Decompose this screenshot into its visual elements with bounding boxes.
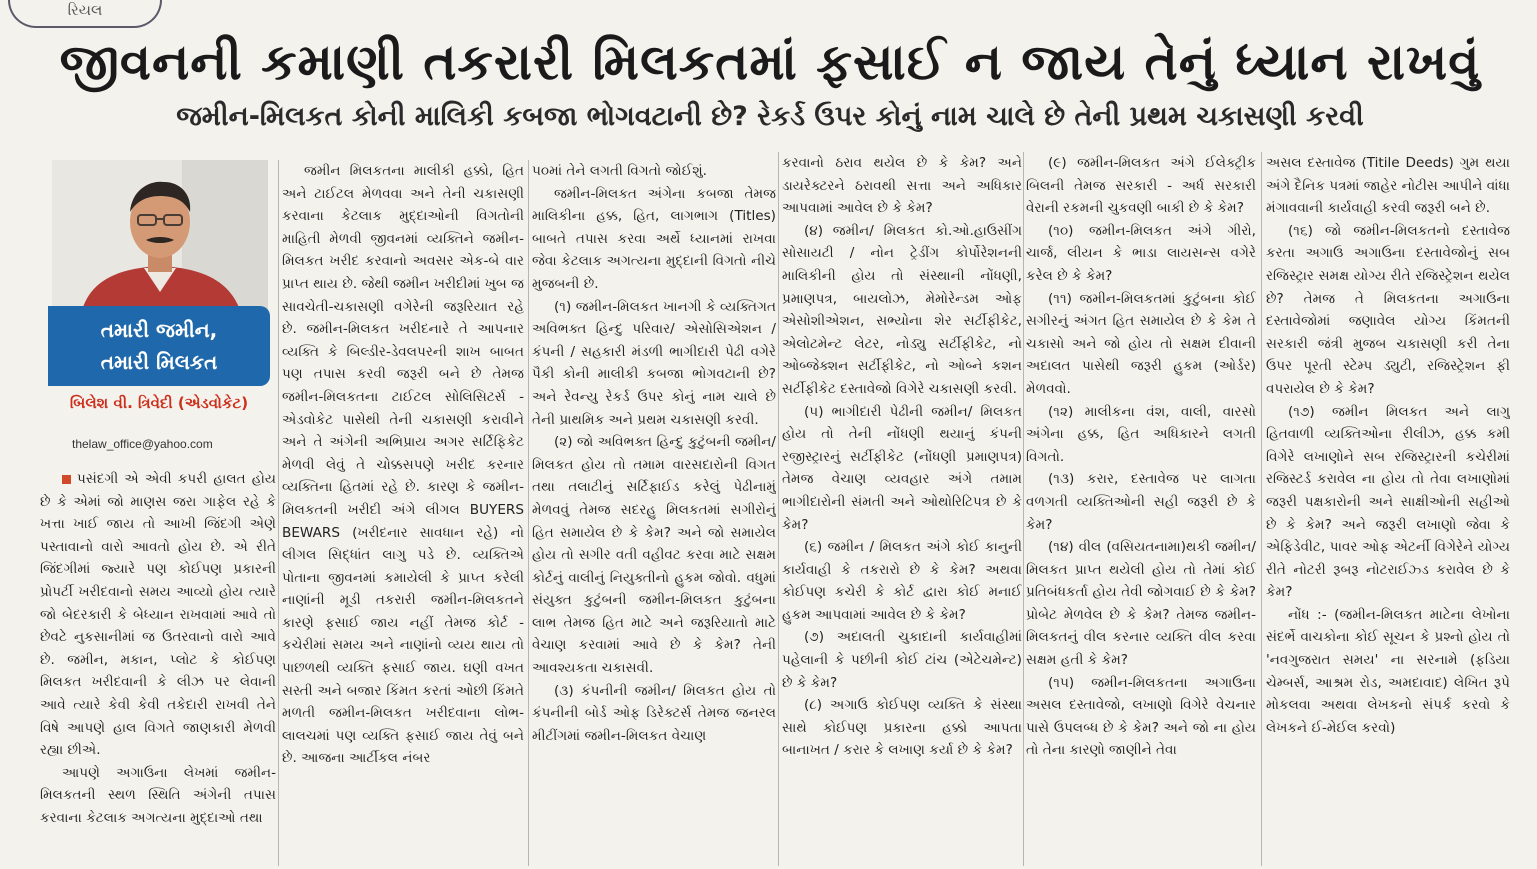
edition-tag: રિયલ <box>8 0 162 28</box>
column-rule <box>278 160 279 866</box>
paragraph-marker <box>62 475 71 484</box>
paragraph: (૧૭) જમીન મિલકત અને લાગુ હિતવાળી વ્યક્તિઓના રીલીઝ, હક્ક કમી વિગેરે લખાણોને સબ રજિસ્ટ્રારની કચેરીમાં રજિસ્ટર્ડ કરાવેલ ના હોય તો તેવા લખાણોમાં જરૂરી પક્ષકારોની અને સાક્ષીઓની સહીઓ છે કે કેમ? અને જરૂરી લખાણો જેવા કે એફિડેવીટ, પાવર ઓફ એટર્ની વિગેરેને યોગ્ય રીતે નોટરી રૂબરૂ નોટરાઈઝ્ડ કરાવેલ છે કે કેમ? <box>1266 403 1510 601</box>
author-byline: બિલેશ વી. ત્રિવેદી (એડવોકેટ) <box>69 394 249 412</box>
paragraph: (૧૦) જમીન-મિલકત અંગે ગીરો, ચાર્જ, લીયન કે ભાડા લાયસન્સ વગેરે કરેલ છે કે કેમ? <box>1026 222 1256 284</box>
paragraph: અસલ દસ્તાવેજ (Titile Deeds) ગુમ થયા અંગે દૈનિક પત્રમાં જાહેર નોટીસ આપીને વાંધા મંગાવવાની કાર્યવાહી કરવી જરૂરી બને છે. <box>1266 155 1510 217</box>
paragraph: ૫૦માં તેને લગતી વિગતો જોઈશું. <box>532 163 707 179</box>
headline: જીવનની કમાણી તકરારી મિલકતમાં ફસાઈ ન જાય તેનું ધ્યાન રાખવું <box>59 33 1481 91</box>
author-photo <box>52 160 268 310</box>
article-column-5 <box>1026 152 1256 866</box>
paragraph-text: પસંદગી એ એવી કપરી હાલત હોય છે કે એમાં જો માણસ જરા ગાફેલ રહે કે ખત્તા ખાઈ જાય તો આખી જિંદગી એણે પસ્તાવાનો વારો આવતો હોય છે. એ રીતે જિંદગીમાં જ્યારે પણ કોઈપણ પ્રકારની પ્રોપર્ટી ખરીદવાનો સમય આવ્યો હોય ત્યારે જો બેદરકારી કે બેધ્યાન રાખવામાં આવે તો છેવટે નુકસાનીમાં જ ઉતરવાનો વારો આવે છે. જમીન, મકાન, પ્લોટ કે કોઈપણ મિલકત ખરીદવાની કે લીઝ પર લેવાની આવે ત્યારે કેવી કેવી તકેદારી રાખવી તેને વિષે આપણે હાલ વિગતે જાણકારી મેળવી રહ્યા છીએ. <box>40 471 276 759</box>
paragraph: જમીન-મિલકત અંગેના કબજા તેમજ માલિકીના હક્ક, હિત, લાગભાગ (Titles) બાબતે તપાસ કરવા અર્થે ધ્યાનમાં રાખવા જેવા કેટલાક અગત્યના મુદ્દાની વિગતો નીચે મુજબની છે. <box>532 185 776 292</box>
paragraph: (૧૬) જો જમીન-મિલકતનો દસ્તાવેજ કરતા અગાઉ અગાઉના દસ્તાવેજોનું સબ રજિસ્ટ્રાર સમક્ષ યોગ્ય રીતે રજિસ્ટ્રેશન થયેલ છે? તેમજ તે મિલકતના અગાઉના દસ્તાવેજોમાં જણાવેલ યોગ્ય કિંમતની સરકારી જંત્રી મુજબ ચકાસણી કરી તેના ઉપર પૂરતી સ્ટેમ્પ ડ્યુટી, રજિસ્ટ્રેશન ફી વપરાયેલ છે કે કેમ? <box>1266 222 1510 397</box>
column-banner-line2: તમારી મિલકત <box>100 350 218 374</box>
paragraph: (૮) અગાઉ કોઈપણ વ્યક્તિ કે સંસ્થા સાથે કોઈપણ પ્રકારના હક્કો આપતા બાનાખત / કરાર કે લખાણ કર્યા છે કે કેમ? <box>782 697 1022 759</box>
column-rule <box>528 160 529 866</box>
subheadline: જમીન-મિલકત કોની માલિકી કબજા ભોગવટાની છે? રેકર્ડ ઉપર કોનું નામ ચાલે છે તેની પ્રથમ ચકાસણી કરવી <box>176 101 1364 132</box>
paragraph: (૧૪) વીલ (વસિયતનામા)થકી જમીન/ મિલકત પ્રાપ્ત થયેલી હોય તો તેમાં કોઈ પ્રતિબંધકર્તા હોય તેવી જોગવાઈ છે કે કેમ? પ્રોબેટ મેળવેલ છે કે કેમ? તેમજ જમીન-મિલકતનું વીલ કરનાર વ્યક્તિ વીલ કરવા સક્ષમ હતી કે કેમ? <box>1026 539 1256 669</box>
paragraph <box>40 468 276 762</box>
column-rule <box>1261 152 1262 866</box>
paragraph: (૧) જમીન-મિલકત ખાનગી કે વ્યક્તિગત અવિભક્ત હિન્દુ પરિવાર/ એસોસિએશન / કંપની / સહકારી મંડળી ભાગીદારી પેઢી વગેરે પૈકી કોની માલીકી કબજા ભોગવટાની છે? અને રેવન્યુ રેકર્ડ ઉપર કોનું નામ ચાલે છે તેની પ્રાથમિક અને પ્રથમ ચકાસણી કરવી. <box>532 298 776 428</box>
article-column-1 <box>40 468 276 866</box>
paragraph: (૯) જમીન-મિલકત અંગે ઈલેક્ટ્રીક બિલની તેમજ સરકારી - અર્ધ સરકારી વેરાની રકમની ચુકવણી બાકી છે કે કેમ? <box>1026 155 1256 217</box>
paragraph: જમીન મિલકતના માલીકી હક્કો, હિત અને ટાઈટલ મેળવવા અને તેની ચકાસણી કરવાના કેટલાક મુદ્દાઓની વિગતોની માહિતી મેળવી જીવનમાં વ્યક્તિને જમીન-મિલકત ખરીદ કરવાનો અવસર એક-બે વાર પ્રાપ્ત થાય છે. જેથી જમીન ખરીદીમાં ખુબ જ સાવચેતી-ચકાસણી વગેરેની જરૂરિયાત રહે છે. જમીન-મિલકત ખરીદનારે તે આપનાર વ્યક્તિ કે બિલ્ડીર-ડેવલપરની શાખ બાબત પણ તપાસ કરવી જરૂરી બને છે તેમજ જમીન-મિલકતના ટાઈટલ સોલિસિટર્સ - એડવોકેટ પાસેથી તેની ચકાસણી કરાવીને અને તે અંગેની અભિપ્રાય અગર સર્ટિફિકેટ મેળવી લેવું તે ચોક્કસપણે ખરીદ કરનાર વ્યક્તિના હિતમાં રહે છે. કારણ કે જમીન-મિલકતની ખરીદી અંગે લીગલ BUYERS BEWARS (ખરીદનાર સાવધાન રહે) નો લીગલ સિદ્ધાંત લાગુ પડે છે. વ્યક્તિએ પોતાના જીવનમાં કમાયેલી કે પ્રાપ્ત કરેલી નાણાંની મૂડી તકરારી જમીન-મિલકતને કારણે ફસાઈ જાય નહીં તેમજ કોર્ટ - કચેરીમાં સમય અને નાણાંનો વ્યય થાય તો પાછળથી વ્યક્તિ ફસાઈ જાય. ઘણી વખત સસ્તી અને બજાર કિંમત કરતાં ઓછી કિંમતે મળતી જમીન-મિલકત ખરીદવાના લોભ-લાલચમાં પણ વ્યક્તિ ફસાઈ જાય તેવું બને છે. આજના આર્ટીકલ નંબર <box>282 163 524 767</box>
column-rule <box>778 152 779 866</box>
paragraph: કરવાનો ઠરાવ થયેલ છે કે કેમ? અને ડાયરેક્ટરને ઠરાવથી સત્તા અને અધિકાર આપવામાં આવેલ છે કે કેમ? <box>782 155 1022 217</box>
paragraph: (૧૨) માલીકના વંશ, વાલી, વારસો અંગેના હક્ક, હિત અધિકારને લગતી વિગતો. <box>1026 403 1256 465</box>
article-column-6 <box>1266 152 1510 842</box>
paragraph: (૩) કંપનીની જમીન/ મિલકત હોય તો કંપનીની બોર્ડ ઓફ ડિરેક્ટર્સ તેમજ જનરલ મીટીંગમાં જમીન-મિલકત વેચાણ <box>532 682 776 744</box>
paragraph: આપણે અગાઉના લેખમાં જમીન-મિલકતની સ્થળ સ્થિતિ અંગેની તપાસ કરવાના કેટલાક અગત્યના મુદ્દાઓ તથા <box>40 764 276 826</box>
paragraph: (૧૧) જમીન-મિલકતમાં કુટુંબના કોઈ સગીરનું અંગત હિત સમાયેલ છે કે કેમ તે ચકાસો અને જો હોય તો સક્ષમ દીવાની અદાલત પાસેથી જરૂરી હુકમ (ઓર્ડર) મેળવવો. <box>1026 290 1256 397</box>
note-paragraph: નોંધ :- (જમીન-મિલકત માટેના લેખોના સંદર્ભે વાચકોના કોઈ સૂચન કે પ્રશ્નો હોય તો 'નવગુજરાત સમય' ના સરનામે (ફડિયા ચેમ્બર્સ, આશ્રમ રોડ, અમદાવાદ) લેખિત રૂપે મોકલવા અથવા લેખકનો સંપર્ક કરવો કે લેખકને ઈ-મેઈલ કરવો) <box>1266 606 1510 736</box>
article-column-3 <box>532 160 776 866</box>
article-column-2 <box>282 160 524 866</box>
paragraph: (૫) ભાગીદારી પેઢીની જમીન/ મિલકત હોય તો તેની નોંધણી થયાનું કંપની રજીસ્ટ્રારનું સર્ટીફીકેટ (નોંધણી પ્રમાણપત્ર) તેમજ વેચાણ વ્યવહાર અંગે તમામ ભાગીદારોની સંમતી અને ઓથોરિટિપત્ર છે કે કેમ? <box>782 403 1022 533</box>
author-email: thelaw_office@yahoo.com <box>72 437 213 451</box>
author-portrait-image <box>52 160 268 310</box>
paragraph: (૧૩) કરાર, દસ્તાવેજ પર લાગતા વળગતી વ્યક્તિઓની સહી જરૂરી છે કે કેમ? <box>1026 471 1256 533</box>
paragraph: (૭) અદાલતી ચુકાદાની કાર્યવાહીમાં પહેલાની કે પછીની કોઈ ટાંચ (એટેચમેન્ટ) છે કે કેમ? <box>782 629 1022 691</box>
paragraph: (૪) જમીન/ મિલકત કો.ઓ.હાઉસીંગ સોસાયટી / નોન ટ્રેડીંગ કોર્પોરેશનની માલિકીની હોય તો સંસ્થાની નોંધણી, પ્રમાણપત્ર, બાયલોઝ, મેમોરેન્ડમ ઓફ એસોશીએશન, સભ્યોના શેર સર્ટીફીકેટ, એલોટમેન્ટ લેટર, નોડ્યુ સર્ટીફીકેટ, નો ઓબ્જેક્શન સર્ટીફીકેટ, નો ઓબ્ને કશન સર્ટીફીકેટ દસ્તાવેજો વિગેરે ચકાસણી કરવી. <box>782 222 1022 397</box>
article-column-4 <box>782 152 1022 866</box>
column-banner <box>48 306 270 386</box>
paragraph: (૧૫) જમીન-મિલકતના અગાઉના અસલ દસ્તાવેજો, લખાણો વિગેરે વેચનાર પાસે ઉપલબ્ધ છે કે કેમ? અને જો ના હોય તો તેના કારણો જાણીને તેવા <box>1026 674 1256 759</box>
column-banner-line1: તમારી જમીન, <box>100 318 218 342</box>
paragraph: (૬) જમીન / મિલકત અંગે કોઈ કાનુની કાર્યવાહી કે તકરારો છે કે કેમ? અથવા કોઈપણ કચેરી કે કોર્ટ દ્વારા કોઈ મનાઈ હુકમ આપવામાં આવેલ છે કે કેમ? <box>782 539 1022 623</box>
column-rule <box>1023 152 1024 866</box>
paragraph: (૨) જો અવિભક્ત હિન્દુ કુટુંબની જમીન/મિલકત હોય તો તમામ વારસદારોની વિગત તથા તલાટીનું સર્ટિફાઈડ કરેલું પેઢીનામું મેળવવું તેમજ સદરહુ મિલકતમાં સગીરોનું હિત સમાયેલ છે કે કેમ? અને જો સમાયેલ હોય તો સગીર વતી વહીવટ કરવા માટે સક્ષમ કોર્ટનું વાલીનું નિયુક્તીનો હુકમ જોવો. વધુમાં સંયુક્ત કુટુંબની જમીન-મિલકત કુટુંબના લાભ તેમજ હિત માટે અને જરૂરિયાતો માટે વેચાણ કરવામાં આવે છે કે કેમ? તેની આવશ્યકતા ચકાસવી. <box>532 434 776 677</box>
